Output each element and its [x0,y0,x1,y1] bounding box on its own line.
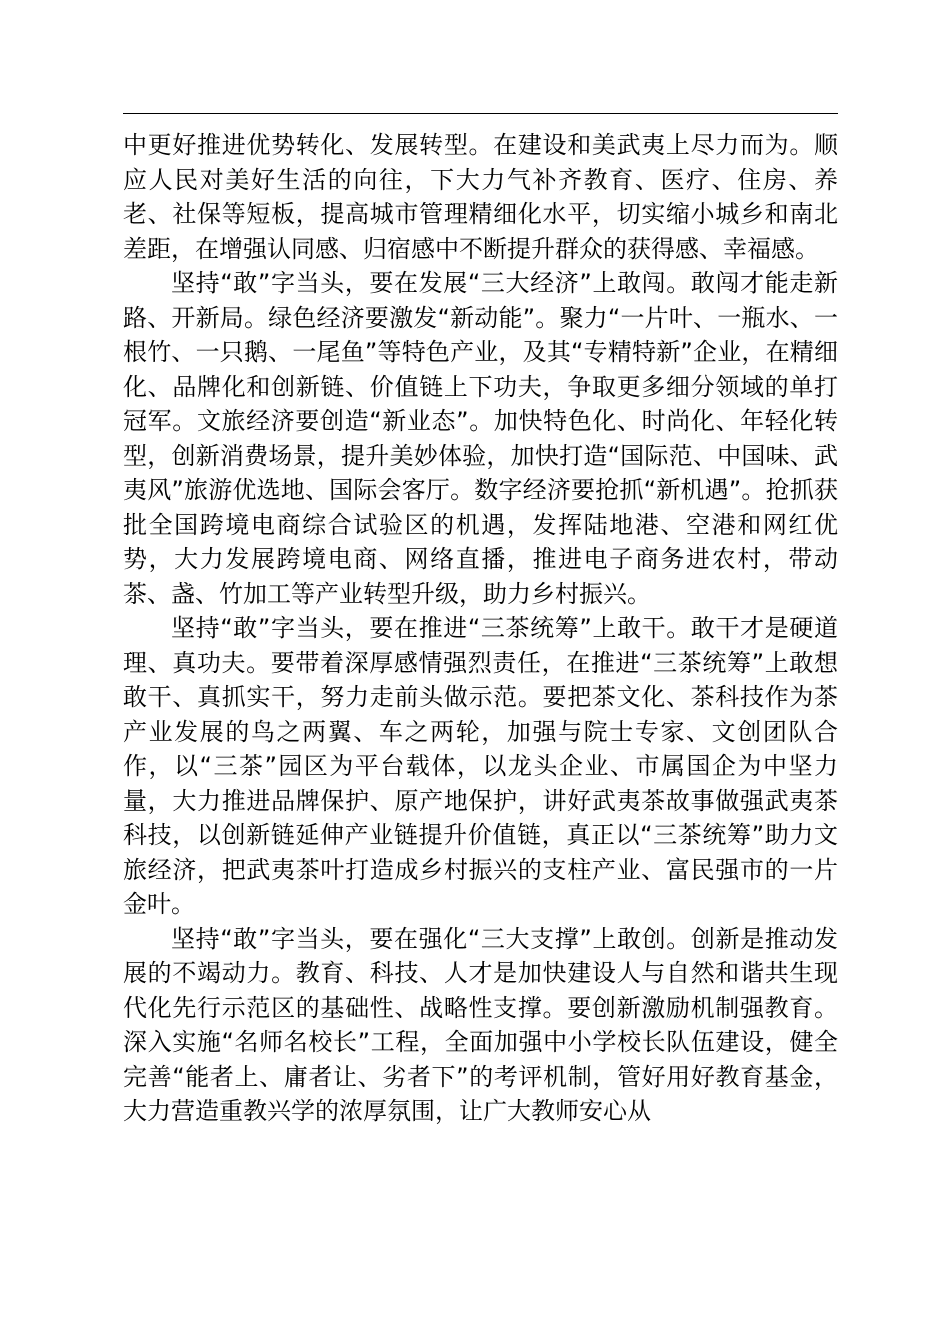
paragraph-three-economies: 坚持“敢”字当头，要在发展“三大经济”上敢闯。敢闯才能走新路、开新局。绿色经济要激发“新动能”。聚力“一片叶、一瓶水、一根竹、一只鹅、一尾鱼”等特色产业，及其“专精特新”企业，在精细化、品牌化和创新链、价值链上下功夫，争取更多细分领域的单打冠军。文旅经济要创造“新业态”。加快特色化、时尚化、年轻化转型，创新消费场景，提升美妙体验，加快打造“国际范、中国味、武夷风”旅游优选地、国际会客厅。数字经济要抢抓“新机遇”。抢抓获批全国跨境电商综合试验区的机遇，发挥陆地港、空港和网红优势，大力发展跨境电商、网络直播，推进电子商务进农村，带动茶、盏、竹加工等产业转型升级，助力乡村振兴。 [123,269,838,608]
paragraph-continuation: 中更好推进优势转化、发展转型。在建设和美武夷上尽力而为。顺应人民对美好生活的向往，下大力气补齐教育、医疗、住房、养老、社保等短板，提高城市管理精细化水平，切实缩小城乡和南北差距，在增强认同感、归宿感中不断提升群众的获得感、幸福感。 [123,131,838,263]
paragraph-three-supports: 坚持“敢”字当头，要在强化“三大支撑”上敢创。创新是推动发展的不竭动力。教育、科技、人才是加快建设人与自然和谐共生现代化先行示范区的基础性、战略性支撑。要创新激励机制强教育。深入实施“名师名校长”工程，全面加强中小学校长队伍建设，健全完善“能者上、庸者让、劣者下”的考评机制，管好用好教育基金，大力营造重教兴学的浓厚氛围，让广大教师安心从 [123,924,838,1125]
header-divider [123,113,838,114]
paragraph-three-tea: 坚持“敢”字当头，要在推进“三茶统筹”上敢干。敢干才是硬道理、真功夫。要带着深厚感情强烈责任，在推进“三茶统筹”上敢想敢干、真抓实干，努力走前头做示范。要把茶文化、茶科技作为茶产业发展的鸟之两翼、车之两轮，加强与院士专家、文创团队合作，以“三茶”园区为平台载体，以龙头企业、市属国企为中坚力量，大力推进品牌保护、原产地保护，讲好武夷茶故事做强武夷茶科技，以创新链延伸产业链提升价值链，真正以“三茶统筹”助力文旅经济，把武夷茶叶打造成乡村振兴的支柱产业、富民强市的一片金叶。 [123,614,838,918]
body-text [123,128,838,1129]
